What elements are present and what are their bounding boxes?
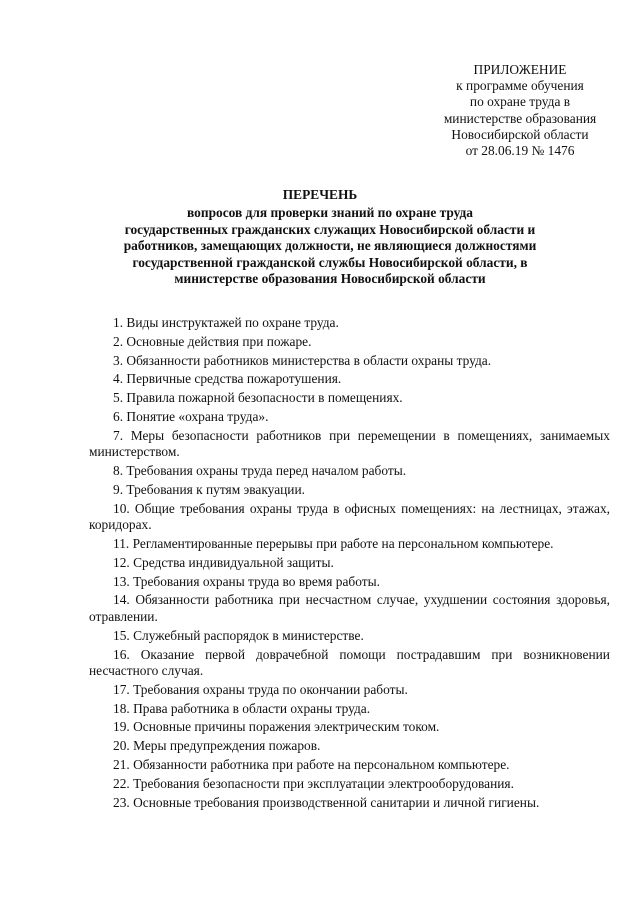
list-item (89, 334, 610, 351)
list-item-text: Основные требования производственной санитарии и личной гигиены. (133, 794, 540, 810)
list-item-text: Основные причины поражения электрическим током. (133, 719, 440, 735)
list-item (89, 574, 610, 591)
appendix-line: министерстве образования (443, 110, 597, 126)
list-item (89, 757, 610, 774)
list-item (89, 371, 610, 388)
list-item-text: Регламентированные перерывы при работе на персональном компьютере. (132, 536, 554, 551)
list-item (89, 536, 610, 553)
list-item-number: 11. (113, 536, 130, 551)
list-item-number: 16. (113, 646, 130, 662)
subtitle-line: государственных гражданских служащих Новосибирской области и (124, 221, 536, 237)
list-item-number: 21. (113, 757, 130, 772)
list-item (89, 353, 610, 370)
list-item-text: Обязанности работников министерства в области охраны труда. (126, 352, 492, 368)
list-item (89, 647, 610, 680)
list-item (89, 776, 610, 793)
list-item-number: 17. (113, 681, 130, 697)
list-item-number: 15. (113, 627, 130, 643)
subtitle-line: работников, замещающих должности, не являющиеся должностями (123, 238, 537, 254)
list-item-text: Меры предупреждения пожаров. (133, 738, 321, 754)
list-item-number: 9. (113, 481, 124, 497)
list-item-text: Требования охраны труда во время работы. (133, 573, 380, 589)
list-item (89, 315, 610, 332)
list-item (89, 701, 610, 718)
list-item-number: 2. (113, 333, 124, 349)
list-item-text: Средства индивидуальной защиты. (133, 554, 334, 570)
list-item-number: 4. (113, 371, 124, 387)
list-item-number: 12. (113, 554, 130, 570)
list-item-number: 7. (113, 427, 124, 443)
list-item-text: Требования охраны труда перед началом работы. (126, 463, 407, 479)
list-item-number: 23. (113, 794, 130, 810)
list-item (89, 428, 610, 461)
list-item-number: 5. (113, 390, 124, 406)
list-item-text: Служебный распорядок в министерстве. (133, 627, 364, 643)
list-item-text: Понятие «охрана труда». (126, 408, 269, 424)
list-item-text: Обязанности работника при работе на персональном компьютере. (133, 757, 510, 772)
list-item (89, 482, 610, 499)
list-item-number: 13. (113, 573, 130, 589)
list-item-text: Оказание первой доврачебной помощи пострадавшим при возникновении несчастного случая. (89, 646, 610, 679)
list-item (89, 628, 610, 645)
list-item-text: Виды инструктажей по охране труда. (126, 315, 339, 330)
question-list (89, 315, 610, 813)
appendix-line: Новосибирской области (451, 126, 589, 142)
list-item (89, 719, 610, 736)
list-item-text: Требования к путям эвакуации. (126, 481, 305, 497)
list-item-text: Правила пожарной безопасности в помещениях. (126, 390, 403, 406)
appendix-line: к программе обучения (456, 78, 584, 94)
list-item-text: Права работника в области охраны труда. (133, 700, 371, 716)
list-item (89, 555, 610, 572)
list-item (89, 682, 610, 699)
list-item-number: 3. (113, 352, 124, 368)
appendix-line: по охране труда в (469, 94, 571, 110)
appendix-line: от 28.06.19 № 1476 (465, 143, 575, 159)
list-item-text: Требования охраны труда по окончании работы. (133, 681, 408, 697)
list-item (89, 390, 610, 407)
list-item (89, 501, 610, 534)
list-item-text: Основные действия при пожаре. (126, 333, 312, 349)
list-item-number: 8. (113, 463, 124, 479)
subtitle-line: вопросов для проверки знаний по охране труда (187, 205, 473, 220)
list-item-number: 22. (113, 775, 130, 791)
list-item (89, 795, 610, 812)
appendix-line: ПРИЛОЖЕНИЕ (473, 62, 567, 77)
list-item-number: 18. (113, 700, 130, 716)
list-item (89, 463, 610, 480)
document-subtitle (100, 205, 560, 288)
list-item-text: Меры безопасности работников при перемещении в помещениях, занимаемых министерством. (89, 427, 610, 460)
list-item-number: 20. (113, 738, 130, 754)
list-item-number: 1. (113, 315, 124, 330)
list-item-text: Обязанности работника при несчастном случае, ухудшении состояния здоровья, отравлении. (89, 592, 610, 624)
subtitle-line: министерстве образования Новосибирской области (174, 271, 486, 287)
list-item-number: 10. (113, 500, 130, 516)
list-item-text: Первичные средства пожаротушения. (126, 371, 342, 387)
list-item (89, 738, 610, 755)
subtitle-line: государственной гражданской службы Новосибирской области, в (132, 254, 528, 270)
list-item (89, 409, 610, 426)
list-item-text: Общие требования охраны труда в офисных помещениях: на лестницах, этажах, коридорах. (89, 500, 610, 533)
list-item-number: 19. (113, 719, 130, 735)
appendix-block (400, 62, 640, 159)
list-item-number: 6. (113, 408, 124, 424)
list-item (89, 592, 610, 625)
document-title: ПЕРЕЧЕНЬ (282, 187, 358, 202)
list-item-number: 14. (113, 592, 130, 608)
list-item-text: Требования безопасности при эксплуатации электрооборудования. (133, 775, 514, 791)
